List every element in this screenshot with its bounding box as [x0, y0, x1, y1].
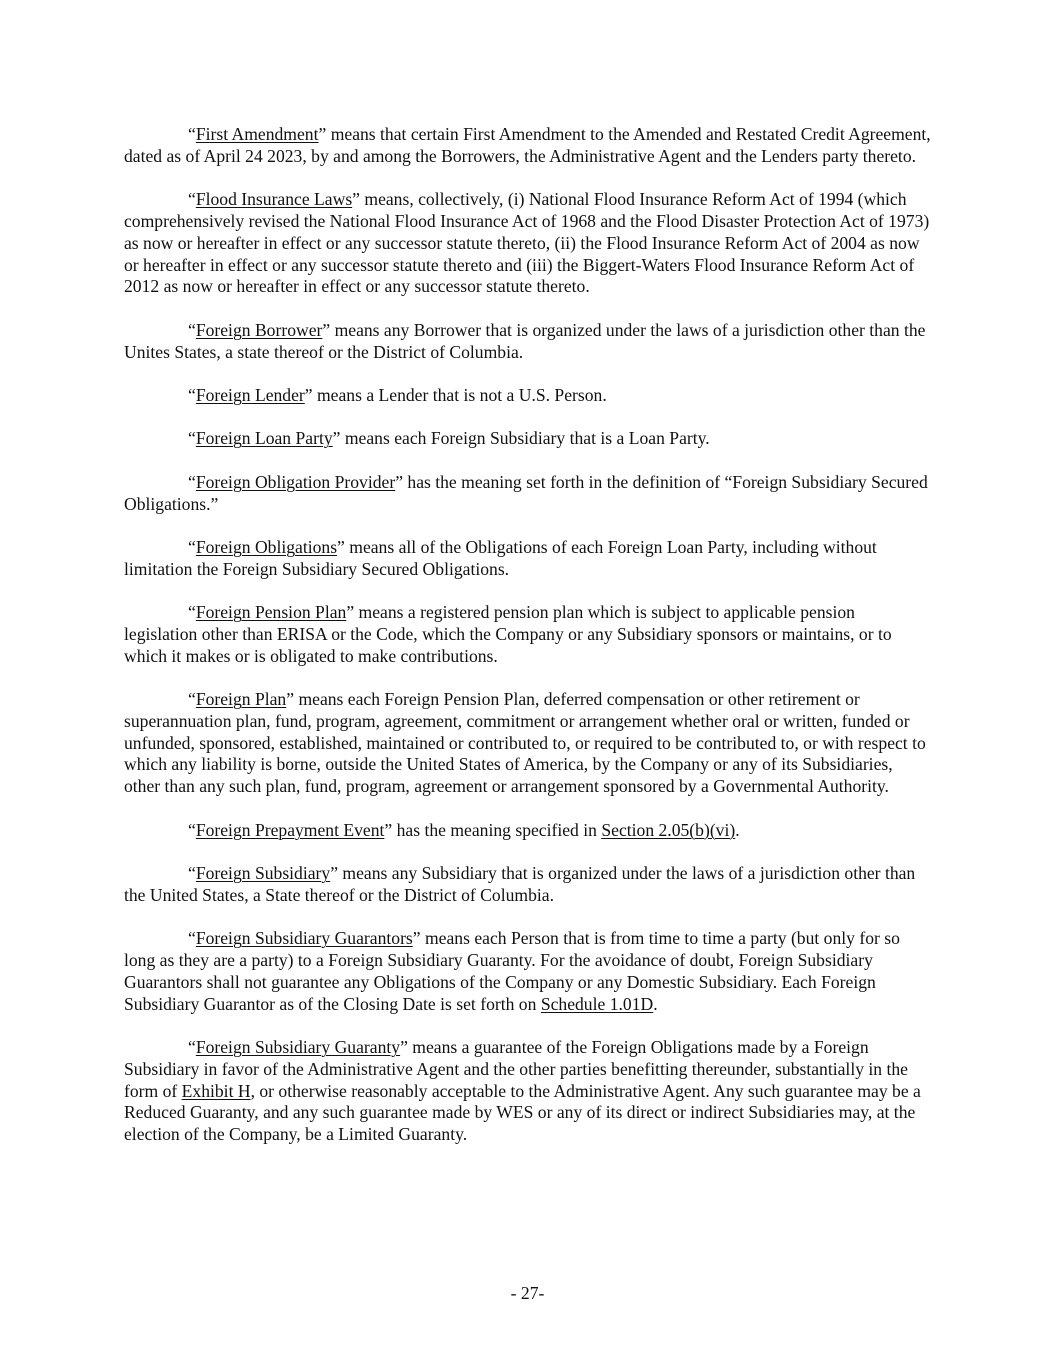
- defined-term: Foreign Subsidiary Guaranty: [195, 1037, 401, 1058]
- definition-foreign-prepayment-event: “Foreign Prepayment Event” has the meaning specified in Section 2.05(b)(vi).: [188, 819, 740, 840]
- defined-term: Foreign Plan: [195, 689, 287, 710]
- definition-foreign-obligation-provider: “Foreign Obligation Provider” has the meaning set forth in the definition of “Foreign Subsidiary Secured Obligations.”: [124, 471, 928, 514]
- definition-text: means all of the Obligations of each Foreign Loan Party, including without limitation the Foreign Subsidiary Secured Obligations.: [124, 536, 877, 579]
- definition-text: means a guarantee of the Foreign Obligations made by a Foreign Subsidiary in favor of the Administrative Agent and the other parties benefitting thereunder, substantially in the form of: [124, 1037, 908, 1101]
- definition-flood-insurance-laws: “Flood Insurance Laws” means, collectively, (i) National Flood Insurance Reform Act of 1994 (which comprehensively revised the National Flood Insurance Act of 1968 and the Flood Disaster Protection Act of 1973) as now or hereafter in effect or any successor statute thereto, (ii) the Flood Insurance Reform Act of 2004 as now or hereafter in effect or any successor statute thereto and (iii) the Biggert-Waters Flood Insurance Reform Act of 2012 as now or hereafter in effect or any successor statute thereto.: [124, 189, 930, 297]
- definition-text: means each Foreign Subsidiary that is a Loan Party.: [340, 428, 710, 449]
- definition-foreign-loan-party: “Foreign Loan Party” means each Foreign Subsidiary that is a Loan Party.: [188, 428, 710, 449]
- defined-term: Foreign Subsidiary: [195, 863, 331, 884]
- document-page: [124, 124, 932, 1168]
- defined-term: Foreign Prepayment Event: [195, 819, 385, 840]
- defined-term: Foreign Lender: [195, 384, 305, 405]
- definition-foreign-obligations: “Foreign Obligations” means all of the Obligations of each Foreign Loan Party, including without limitation the Foreign Subsidiary Secured Obligations.: [124, 536, 877, 579]
- definition-foreign-subsidiary: “Foreign Subsidiary” means any Subsidiary that is organized under the laws of a jurisdiction other than the United States, a State thereof or the District of Columbia.: [124, 863, 916, 905]
- defined-term: Foreign Obligations: [195, 536, 338, 557]
- definition-text: means any Subsidiary that is organized under the laws of a jurisdiction other than the United States, a State thereof or the District of Columbia.: [124, 863, 916, 905]
- definition-text: has the meaning specified in: [392, 819, 602, 840]
- defined-term: Flood Insurance Laws: [195, 189, 353, 210]
- defined-term: Foreign Borrower: [195, 319, 323, 340]
- definition-text: means any Borrower that is organized under the laws of a jurisdiction other than the Unites States, a state thereof or the District of Columbia.: [124, 319, 926, 362]
- definition-foreign-borrower: “Foreign Borrower” means any Borrower that is organized under the laws of a jurisdiction other than the Unites States, a state thereof or the District of Columbia.: [124, 319, 926, 362]
- defined-term: Foreign Obligation Provider: [195, 471, 396, 492]
- definition-foreign-pension-plan: “Foreign Pension Plan” means a registered pension plan which is subject to applicable pension legislation other than ERISA or the Code, which the Company or any Subsidiary sponsors or maintains, or to which it makes or is obligated to make contributions.: [124, 602, 892, 666]
- definition-text: means each Person that is from time to time a party (but only for so long as they are a party) to a Foreign Subsidiary Guaranty. For the avoidance of doubt, Foreign Subsidiary Guarantors shall not guarantee any Obligations of the Company or any Domestic Subsidiary. Each Foreign Subsidiary Guarantor as of the Closing Date is set forth on: [124, 928, 900, 1014]
- definition-foreign-subsidiary-guarantors: “Foreign Subsidiary Guarantors” means each Person that is from time to time a party (but only for so long as they are a party) to a Foreign Subsidiary Guaranty. For the avoidance of doubt, Foreign Subsidiary Guarantors shall not guarantee any Obligations of the Company or any Domestic Subsidiary. Each Foreign Subsidiary Guarantor as of the Closing Date is set forth on Schedule 1.01D.: [124, 928, 900, 1014]
- definition-text: means each Foreign Pension Plan, deferred compensation or other retirement or superannuation plan, fund, program, agreement, commitment or arrangement whether oral or written, funded or unfunded, sponsored, established, maintained or contributed to, or required to be contributed to, or with respect to which any liability is borne, outside the United States of America, by the Company or any of its Subsidiaries, other than any such plan, fund, program, agreement or arrangement sponsored by a Governmental Authority.: [124, 689, 926, 797]
- definition-text: has the meaning set forth in the definition of “Foreign Subsidiary Secured Obligations.”: [124, 471, 928, 514]
- exhibit-reference: Exhibit H: [181, 1080, 251, 1101]
- definition-text: means, collectively, (i) National Flood Insurance Reform Act of 1994 (which comprehensively revised the National Flood Insurance Act of 1968 and the Flood Disaster Protection Act of 1973) as now or hereafter in effect or any successor statute thereto, (ii) the Flood Insurance Reform Act of 2004 as now or hereafter in effect or any successor statute thereto and (iii) the Biggert-Waters Flood Insurance Reform Act of 2012 as now or hereafter in effect or any successor statute thereto.: [124, 189, 930, 297]
- definition-text: means a registered pension plan which is subject to applicable pension legislation other than ERISA or the Code, which the Company or any Subsidiary sponsors or maintains, or to which it makes or is obligated to make contributions.: [124, 602, 892, 666]
- defined-term: Foreign Loan Party: [195, 428, 333, 449]
- defined-term: Foreign Pension Plan: [195, 602, 347, 623]
- page-number: - 27-: [510, 1283, 545, 1303]
- definition-text: means that certain First Amendment to the Amended and Restated Credit Agreement, dated as of April 24 2023, by and among the Borrowers, the Administrative Agent and the Lenders party thereto.: [124, 124, 931, 166]
- schedule-reference: Schedule 1.01D: [540, 993, 654, 1014]
- definition-first-amendment: “First Amendment” means that certain First Amendment to the Amended and Restated Credit Agreement, dated as of April 24 2023, by and among the Borrowers, the Administrative Agent and the Lenders party thereto.: [124, 124, 931, 166]
- defined-term: Foreign Subsidiary Guarantors: [195, 928, 413, 949]
- defined-term: First Amendment: [195, 124, 319, 144]
- definition-foreign-subsidiary-guaranty: “Foreign Subsidiary Guaranty” means a guarantee of the Foreign Obligations made by a Foreign Subsidiary in favor of the Administrative Agent and the other parties benefitting thereunder, substantially in the form of Exhibit H, or otherwise reasonably acceptable to the Administrative Agent. Any such guarantee may be a Reduced Guaranty, and any such guarantee made by WES or any of its direct or indirect Subsidiaries may, at the election of the Company, be a Limited Guaranty.: [124, 1037, 921, 1145]
- definition-foreign-plan: “Foreign Plan” means each Foreign Pension Plan, deferred compensation or other retirement or superannuation plan, fund, program, agreement, commitment or arrangement whether oral or written, funded or unfunded, sponsored, established, maintained or contributed to, or required to be contributed to, or with respect to which any liability is borne, outside the United States of America, by the Company or any of its Subsidiaries, other than any such plan, fund, program, agreement or arrangement sponsored by a Governmental Authority.: [124, 689, 926, 797]
- section-reference: Section 2.05(b)(vi): [601, 819, 736, 840]
- definition-text: means a Lender that is not a U.S. Person.: [312, 384, 607, 405]
- definition-foreign-lender: “Foreign Lender” means a Lender that is not a U.S. Person.: [188, 384, 607, 405]
